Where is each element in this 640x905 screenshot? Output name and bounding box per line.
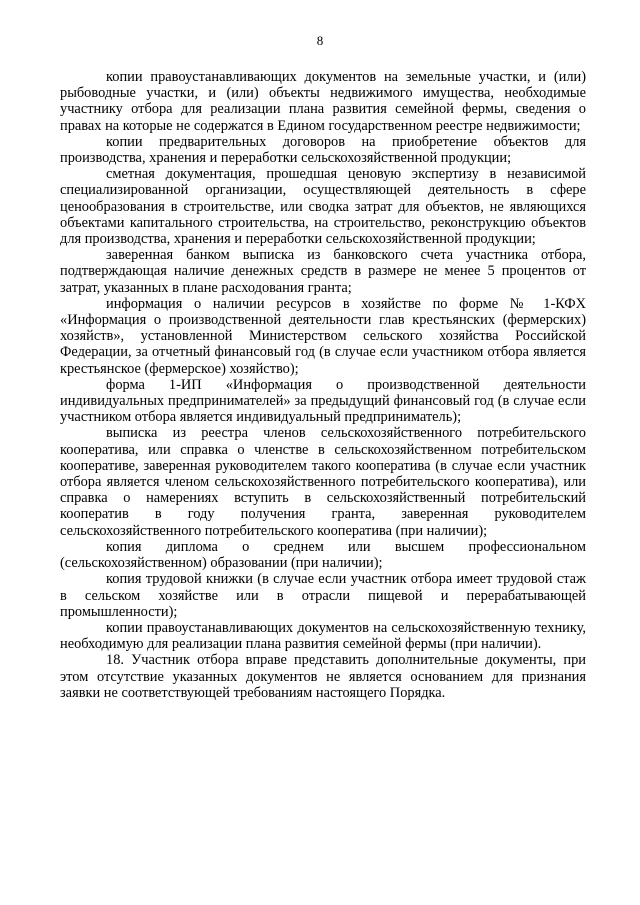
paragraph-preliminary-contracts: копии предварительных договоров на приобретение объектов для производства, хранения и переработки сельскохозяйственной продукции; — [60, 133, 586, 167]
paragraph-estimate-documentation: сметная документация, прошедшая ценовую экспертизу в независимой специализированной организации, осуществляющей деятельность в сфере ценообразования в строительстве, или сводка затрат для объектов, не являющихся объектами капитального строительства, на строительство, реконструкцию объектов для производства, хранения и переработки сельскохозяйственной продукции; — [60, 166, 586, 248]
paragraph-clause-18: 18. Участник отбора вправе представить дополнительные документы, при этом отсутствие указанных документов не является основанием для признания заявки не соответствующей требованиям настоящего Порядка. — [60, 652, 586, 701]
paragraph-form-1-kfh: информация о наличии ресурсов в хозяйстве по форме № 1-КФХ «Информация о производственной деятельности глав крестьянских (фермерских) хозяйств», установленной Министерством сельского хозяйства Российской Федерации, за отчетный финансовый год (в случае если участником отбора является крестьянское (фермерское) хозяйство); — [60, 295, 586, 377]
paragraph-employment-record: копия трудовой книжки (в случае если участник отбора имеет трудовой стаж в сельском хозяйстве или в отрасли пищевой и перерабатывающей промышленности); — [60, 571, 586, 620]
paragraph-diploma-copy: копия диплома о среднем или высшем профессиональном (сельскохозяйственном) образовании (при наличии); — [60, 538, 586, 572]
page-number: 8 — [316, 33, 324, 48]
paragraph-form-1-ip: форма 1-ИП «Информация о производственной деятельности индивидуальных предпринимателей» за предыдущий финансовый год (в случае если участником отбора является индивидуальный предприниматель); — [60, 376, 586, 426]
document-body — [60, 69, 586, 701]
paragraph-cooperative-extract: выписка из реестра членов сельскохозяйственного потребительского кооператива, или справка о членстве в сельскохозяйственном потребительском кооперативе, заверенная руководителем такого кооператива (в случае если участник отбора является членом сельскохозяйственного потребительского кооператива), или справка о намерениях вступить в сельскохозяйственный потребительский кооператив в году получения гранта, заверенная руководителем сельскохозяйственного потребительского кооператива (при наличии); — [60, 425, 586, 539]
paragraph-land-documents: копии правоустанавливающих документов на земельные участки, и (или) рыбоводные участки, и (или) объекты недвижимого имущества, необходимые участнику отбора для реализации плана развития семейной фермы, сведения о правах на которые не содержатся в Едином государственном реестре недвижимости; — [60, 69, 586, 134]
paragraph-bank-statement: заверенная банком выписка из банковского счета участника отбора, подтверждающая наличие денежных средств в размере не менее 5 процентов от затрат, указанных в плане расходования гранта; — [60, 247, 586, 296]
paragraph-machinery-documents: копии правоустанавливающих документов на сельскохозяйственную технику, необходимую для реализации плана развития семейной фермы (при наличии). — [60, 619, 586, 653]
